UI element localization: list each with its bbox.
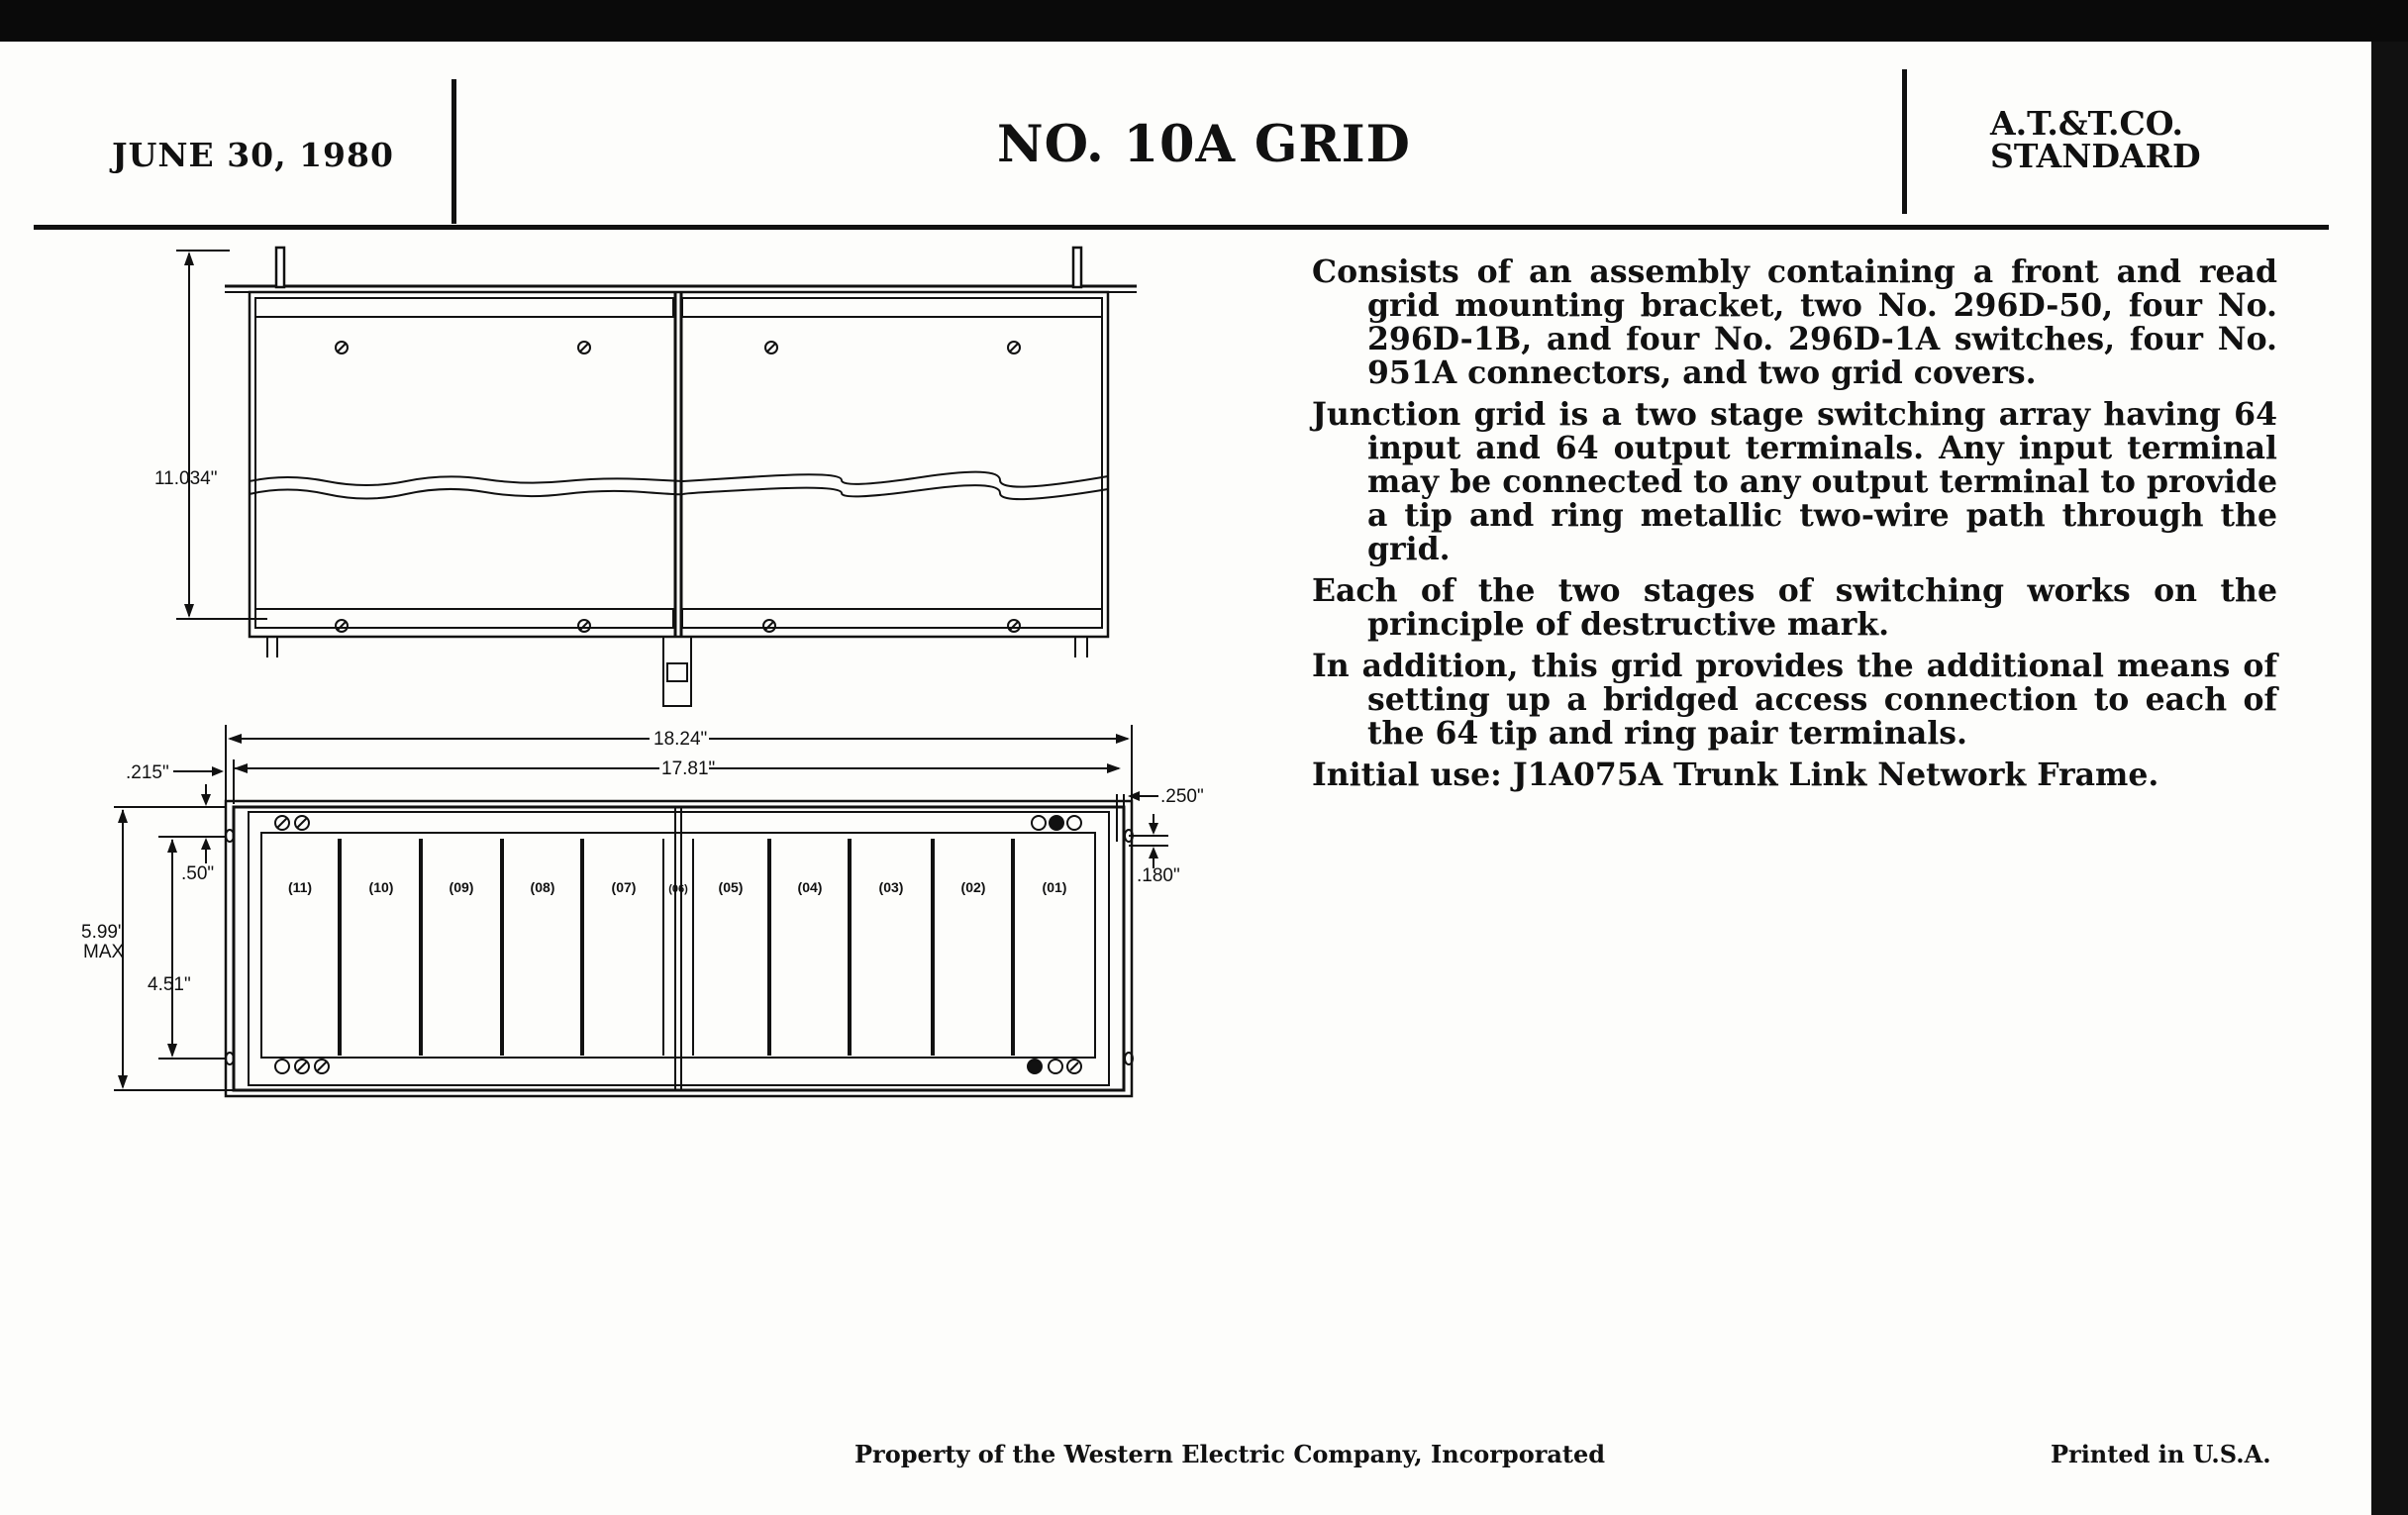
dim-height-top: 11.034" [154,468,218,489]
description-paragraph: Each of the two stages of switching works on the principle of destructive mark. [1312,572,2277,643]
footer-printed: Printed in U.S.A. [2051,1440,2271,1468]
front-view [114,725,1168,1096]
dim-height-max-note: MAX [83,942,125,962]
description [1312,255,2277,800]
dim-left-offset: .215" [126,762,169,783]
document-sheet [0,42,2408,1515]
sheet-edge-shadow [2371,42,2408,1515]
slot-label: (03) [878,879,904,895]
description-paragraph: Initial use: J1A075A Trunk Link Network Frame. [1312,757,2159,793]
slot-label: (01) [1042,879,1067,895]
slot-label: (10) [368,879,394,895]
issue-date: JUNE 30, 1980 [112,136,394,174]
standard-label [1990,104,2201,175]
description-paragraph: In addition, this grid provides the additional means of setting up a bridged access connection to each of the 64 tip and ring pair terminals. [1312,648,2277,752]
slot-label: (07) [611,879,637,895]
document-title: NO. 10A GRID [997,115,1411,174]
slot-label: (05) [718,879,744,895]
dim-top-offset: .50" [181,863,215,884]
description-paragraph: Consists of an assembly containing a front and read grid mounting bracket, two No. 296D-50, four No. 296D-1B, and four No. 296D-1A switches, four No. 951A connectors, and two grid covers. [1312,253,2277,391]
footer-property: Property of the Western Electric Company, Incorporated [854,1440,1606,1468]
dim-right-small: .180" [1137,865,1180,886]
slot-label: (09) [449,879,474,895]
standard-line-1: A.T.&T.CO. [1990,104,2184,143]
description-paragraph: Junction grid is a two stage switching array having 64 input and 64 output terminals. Any input terminal may be connected to any output terminal to provide a tip and ring metallic two-wire path through the grid. [1312,396,2277,567]
slot-label: (02) [960,879,986,895]
dim-height-max: 5.99" [81,922,125,943]
dim-width-overall: 18.24" [653,729,708,750]
slot-label: (11) [287,879,313,895]
dim-width-inner: 17.81" [661,758,716,779]
top-view [176,248,1137,706]
standard-line-2: STANDARD [1990,137,2201,175]
slot-label: (06) [668,883,688,895]
technical-drawing [0,42,1287,1131]
dim-panel-height: 4.51" [148,974,191,995]
slot-label: (04) [797,879,823,895]
header-divider-right [1902,69,1907,214]
dim-right-offset: .250" [1160,786,1204,807]
slot-label: (08) [530,879,555,895]
